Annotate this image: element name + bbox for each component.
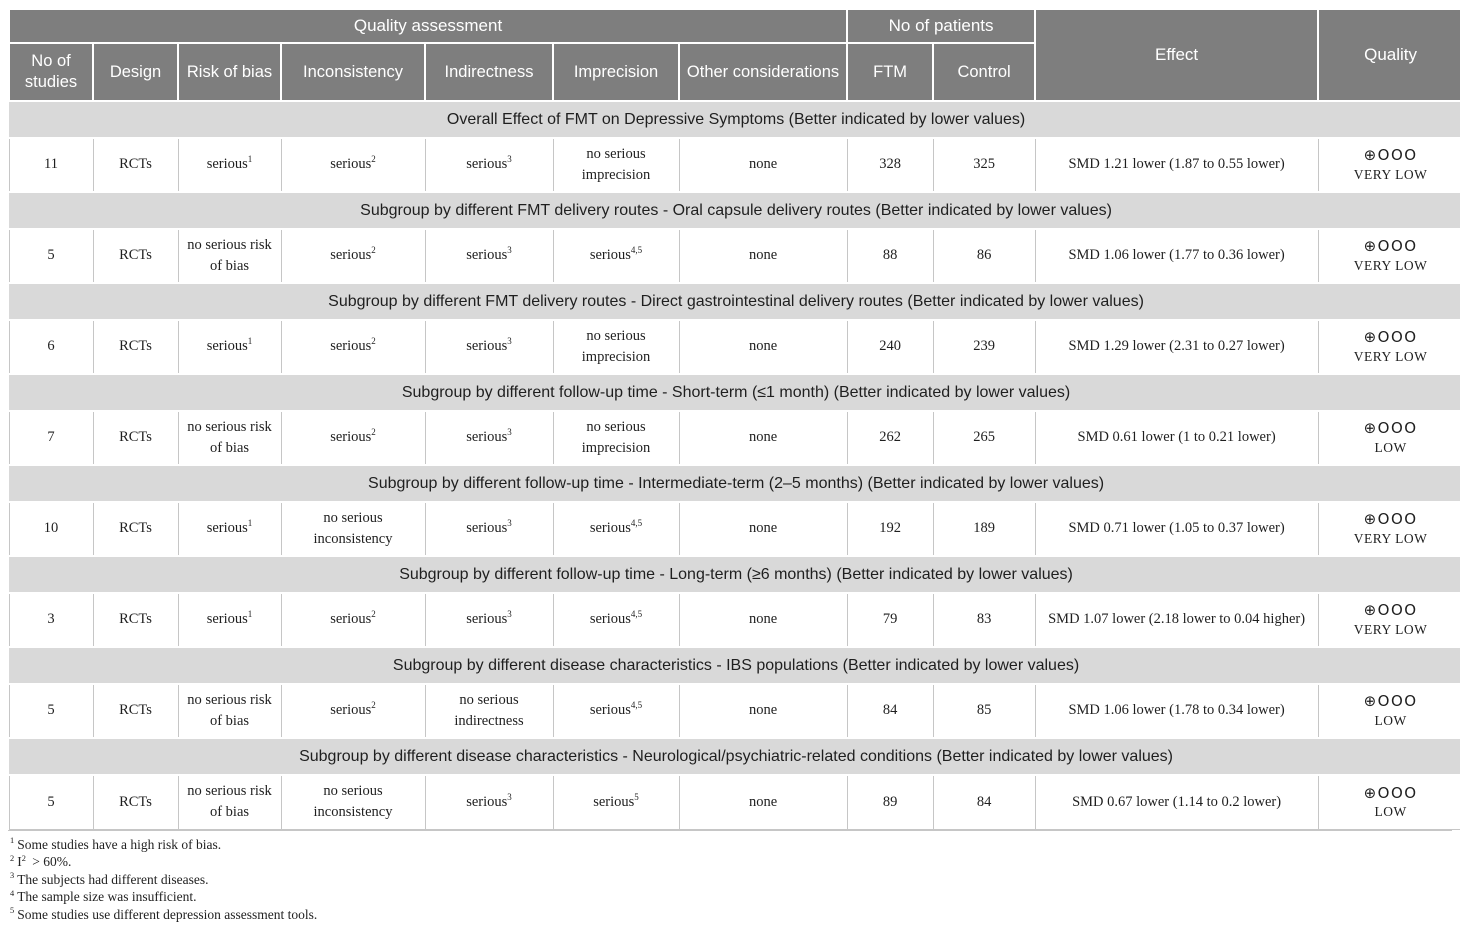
cell-design: RCTs — [93, 593, 178, 647]
footnote: $^1$ Some studies have a high risk of bias. — [10, 836, 1452, 854]
cell-design: RCTs — [93, 775, 178, 829]
cell-ftm: 262 — [847, 411, 933, 465]
header-quality-assessment: Quality assessment — [9, 9, 847, 43]
header-indirectness: Indirectness — [425, 43, 553, 101]
section-title-row — [9, 101, 1460, 138]
table-body — [9, 101, 1460, 829]
cell-imprecision: serious$^{4,5}$ — [553, 684, 679, 738]
header-other-considerations: Other considerations — [679, 43, 847, 101]
cell-control: 86 — [933, 229, 1035, 283]
cell-ftm: 328 — [847, 138, 933, 192]
grade-rating-label: VERY LOW — [1325, 530, 1457, 548]
cell-no-of-studies: 11 — [9, 138, 93, 192]
header-group-row — [9, 9, 1460, 43]
cell-quality — [1318, 411, 1460, 465]
cell-no-of-studies: 3 — [9, 593, 93, 647]
cell-quality — [1318, 684, 1460, 738]
section-title: Subgroup by different disease characteristics - IBS populations (Better indicated by lower values) — [9, 647, 1460, 684]
grade-rating-icons: ⊕OOO — [1325, 510, 1457, 530]
grade-rating-label: VERY LOW — [1325, 621, 1457, 639]
cell-ftm: 84 — [847, 684, 933, 738]
grade-rating-label: VERY LOW — [1325, 166, 1457, 184]
header-design: Design — [93, 43, 178, 101]
cell-effect: SMD 0.71 lower (1.05 to 0.37 lower) — [1035, 502, 1318, 556]
evidence-row — [9, 411, 1460, 465]
cell-imprecision: serious$^5$ — [553, 775, 679, 829]
cell-risk-of-bias: serious$^1$ — [178, 138, 281, 192]
cell-indirectness: no serious indirectness — [425, 684, 553, 738]
cell-control: 239 — [933, 320, 1035, 374]
cell-inconsistency: no serious inconsistency — [281, 775, 425, 829]
footnote: $^2$ $I^2 > 60\%$. — [10, 853, 1452, 871]
footnote: $^5$ Some studies use different depression assessment tools. — [10, 906, 1452, 924]
cell-no-of-studies: 5 — [9, 775, 93, 829]
evidence-row — [9, 775, 1460, 829]
grade-rating-label: VERY LOW — [1325, 257, 1457, 275]
section-title: Subgroup by different disease characteristics - Neurological/psychiatric-related conditions (Better indicated by lower values) — [9, 738, 1460, 775]
table-header — [9, 9, 1460, 101]
section-title-row — [9, 465, 1460, 502]
cell-imprecision: serious$^{4,5}$ — [553, 502, 679, 556]
cell-no-of-studies: 7 — [9, 411, 93, 465]
cell-quality — [1318, 775, 1460, 829]
grade-rating-icons: ⊕OOO — [1325, 237, 1457, 257]
cell-inconsistency: serious$^2$ — [281, 593, 425, 647]
cell-risk-of-bias: no serious risk of bias — [178, 411, 281, 465]
cell-control: 84 — [933, 775, 1035, 829]
grade-rating-icons: ⊕OOO — [1325, 419, 1457, 439]
grade-rating-label: LOW — [1325, 712, 1457, 730]
evidence-row — [9, 229, 1460, 283]
cell-design: RCTs — [93, 411, 178, 465]
cell-quality — [1318, 320, 1460, 374]
cell-risk-of-bias: serious$^1$ — [178, 320, 281, 374]
cell-effect: SMD 1.29 lower (2.31 to 0.27 lower) — [1035, 320, 1318, 374]
footnote: $^3$ The subjects had different diseases. — [10, 871, 1452, 889]
cell-imprecision: serious$^{4,5}$ — [553, 593, 679, 647]
cell-imprecision: serious$^{4,5}$ — [553, 229, 679, 283]
footnotes — [8, 830, 1452, 929]
evidence-row — [9, 684, 1460, 738]
header-inconsistency: Inconsistency — [281, 43, 425, 101]
cell-effect: SMD 0.61 lower (1 to 0.21 lower) — [1035, 411, 1318, 465]
cell-imprecision: no serious imprecision — [553, 411, 679, 465]
cell-inconsistency: serious$^2$ — [281, 138, 425, 192]
cell-other-considerations: none — [679, 593, 847, 647]
header-quality: Quality — [1318, 9, 1460, 101]
section-title-row — [9, 556, 1460, 593]
cell-control: 325 — [933, 138, 1035, 192]
cell-inconsistency: serious$^2$ — [281, 320, 425, 374]
grade-evidence-table — [8, 8, 1460, 830]
evidence-row — [9, 502, 1460, 556]
cell-imprecision: no serious imprecision — [553, 320, 679, 374]
section-title-row — [9, 374, 1460, 411]
header-risk-of-bias: Risk of bias — [178, 43, 281, 101]
cell-risk-of-bias: serious$^1$ — [178, 502, 281, 556]
cell-other-considerations: none — [679, 138, 847, 192]
cell-risk-of-bias: no serious risk of bias — [178, 229, 281, 283]
cell-effect: SMD 1.07 lower (2.18 lower to 0.04 higher) — [1035, 593, 1318, 647]
cell-inconsistency: serious$^2$ — [281, 411, 425, 465]
cell-design: RCTs — [93, 684, 178, 738]
section-title: Overall Effect of FMT on Depressive Symptoms (Better indicated by lower values) — [9, 101, 1460, 138]
grade-rating-icons: ⊕OOO — [1325, 601, 1457, 621]
cell-effect: SMD 0.67 lower (1.14 to 0.2 lower) — [1035, 775, 1318, 829]
header-no-of-studies: No of studies — [9, 43, 93, 101]
cell-control: 265 — [933, 411, 1035, 465]
cell-quality — [1318, 502, 1460, 556]
section-title: Subgroup by different FMT delivery routes - Oral capsule delivery routes (Better indicated by lower values) — [9, 192, 1460, 229]
cell-design: RCTs — [93, 320, 178, 374]
cell-imprecision: no serious imprecision — [553, 138, 679, 192]
cell-effect: SMD 1.21 lower (1.87 to 0.55 lower) — [1035, 138, 1318, 192]
grade-rating-icons: ⊕OOO — [1325, 328, 1457, 348]
cell-other-considerations: none — [679, 502, 847, 556]
cell-other-considerations: none — [679, 229, 847, 283]
evidence-row — [9, 320, 1460, 374]
section-title-row — [9, 192, 1460, 229]
cell-indirectness: serious$^3$ — [425, 775, 553, 829]
section-title: Subgroup by different follow-up time - Long-term (≥6 months) (Better indicated by lower values) — [9, 556, 1460, 593]
evidence-row — [9, 593, 1460, 647]
cell-ftm: 88 — [847, 229, 933, 283]
cell-indirectness: serious$^3$ — [425, 411, 553, 465]
cell-risk-of-bias: serious$^1$ — [178, 593, 281, 647]
cell-ftm: 240 — [847, 320, 933, 374]
cell-indirectness: serious$^3$ — [425, 229, 553, 283]
cell-quality — [1318, 229, 1460, 283]
grade-rating-icons: ⊕OOO — [1325, 784, 1457, 804]
cell-risk-of-bias: no serious risk of bias — [178, 775, 281, 829]
cell-inconsistency: serious$^2$ — [281, 684, 425, 738]
grade-rating-label: LOW — [1325, 439, 1457, 457]
header-effect: Effect — [1035, 9, 1318, 101]
footnote: $^4$ The sample size was insufficient. — [10, 888, 1452, 906]
section-title: Subgroup by different follow-up time - Short-term (≤1 month) (Better indicated by lower values) — [9, 374, 1460, 411]
cell-control: 189 — [933, 502, 1035, 556]
cell-no-of-studies: 6 — [9, 320, 93, 374]
cell-effect: SMD 1.06 lower (1.78 to 0.34 lower) — [1035, 684, 1318, 738]
section-title-row — [9, 283, 1460, 320]
cell-indirectness: serious$^3$ — [425, 502, 553, 556]
evidence-row — [9, 138, 1460, 192]
grade-rating-icons: ⊕OOO — [1325, 692, 1457, 712]
cell-other-considerations: none — [679, 411, 847, 465]
grade-rating-label: VERY LOW — [1325, 348, 1457, 366]
grade-rating-label: LOW — [1325, 803, 1457, 821]
cell-inconsistency: no serious inconsistency — [281, 502, 425, 556]
cell-other-considerations: none — [679, 775, 847, 829]
grade-rating-icons: ⊕OOO — [1325, 146, 1457, 166]
cell-ftm: 192 — [847, 502, 933, 556]
section-title: Subgroup by different follow-up time - Intermediate-term (2–5 months) (Better indicated by lower values) — [9, 465, 1460, 502]
cell-ftm: 89 — [847, 775, 933, 829]
header-no-of-patients: No of patients — [847, 9, 1035, 43]
cell-ftm: 79 — [847, 593, 933, 647]
cell-effect: SMD 1.06 lower (1.77 to 0.36 lower) — [1035, 229, 1318, 283]
cell-design: RCTs — [93, 138, 178, 192]
header-ftm: FTM — [847, 43, 933, 101]
cell-design: RCTs — [93, 502, 178, 556]
cell-no-of-studies: 10 — [9, 502, 93, 556]
cell-control: 83 — [933, 593, 1035, 647]
cell-no-of-studies: 5 — [9, 684, 93, 738]
section-title-row — [9, 647, 1460, 684]
cell-no-of-studies: 5 — [9, 229, 93, 283]
cell-inconsistency: serious$^2$ — [281, 229, 425, 283]
cell-indirectness: serious$^3$ — [425, 320, 553, 374]
section-title-row — [9, 738, 1460, 775]
cell-quality — [1318, 593, 1460, 647]
cell-quality — [1318, 138, 1460, 192]
cell-indirectness: serious$^3$ — [425, 138, 553, 192]
cell-other-considerations: none — [679, 320, 847, 374]
cell-indirectness: serious$^3$ — [425, 593, 553, 647]
cell-control: 85 — [933, 684, 1035, 738]
header-imprecision: Imprecision — [553, 43, 679, 101]
cell-risk-of-bias: no serious risk of bias — [178, 684, 281, 738]
cell-design: RCTs — [93, 229, 178, 283]
section-title: Subgroup by different FMT delivery routes - Direct gastrointestinal delivery routes (Better indicated by lower values) — [9, 283, 1460, 320]
header-control: Control — [933, 43, 1035, 101]
cell-other-considerations: none — [679, 684, 847, 738]
